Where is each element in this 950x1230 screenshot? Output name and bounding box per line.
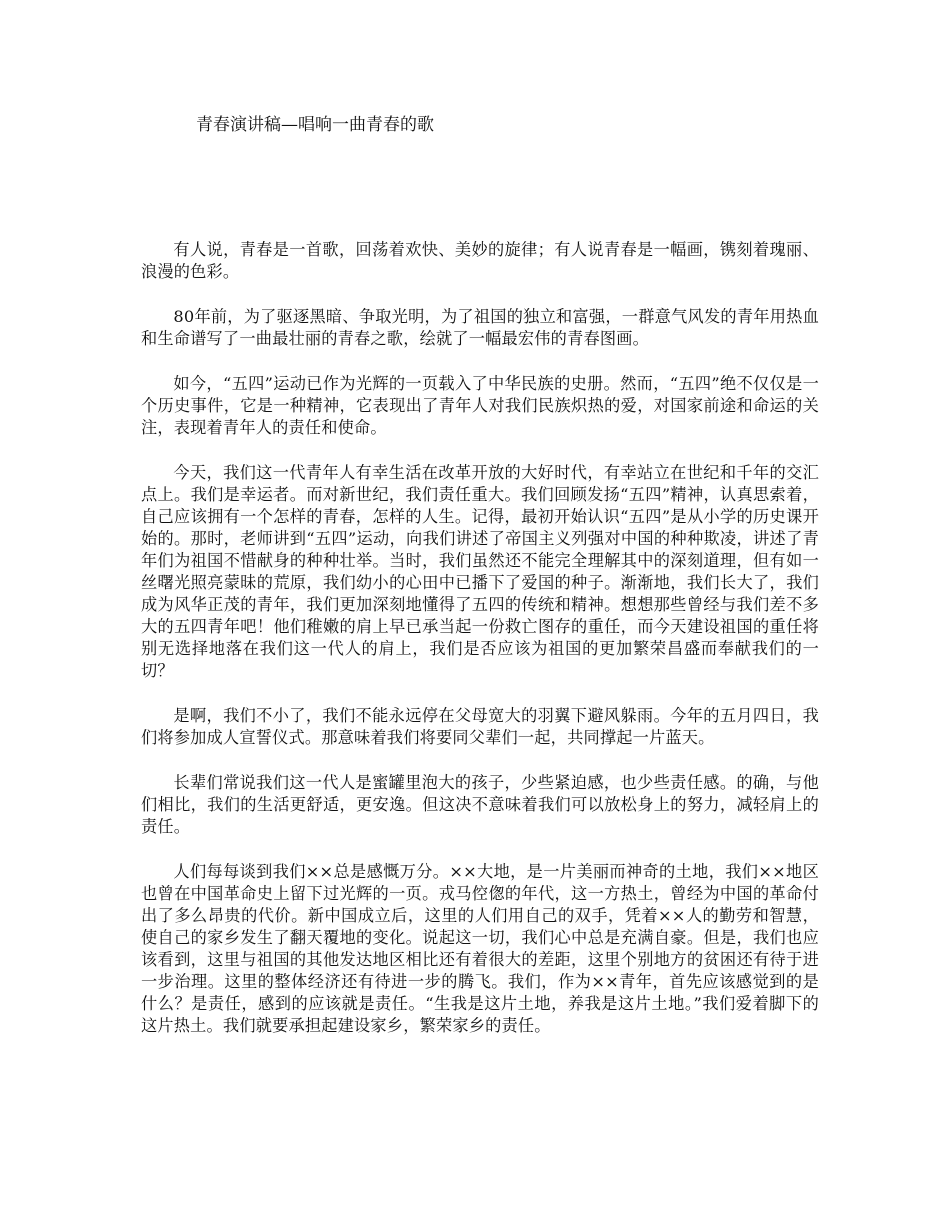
document-body [141,239,819,1060]
paragraph: 如今，“五四”运动已作为光辉的一页载入了中华民族的史册。然而，“五四”绝不仅仅是一个历史事件，它是一种精神，它表现出了青年人对我们民族炽热的爱，对国家前途和命运的关注，表现着青年人的责任和使命。 [141,374,819,437]
paragraph: 80年前，为了驱逐黑暗、争取光明，为了祖国的独立和富强，一群意气风发的青年用热血和生命谱写了一曲最壮丽的青春之歌，绘就了一幅最宏伟的青春图画。 [141,307,819,348]
paragraph: 是啊，我们不小了，我们不能永远停在父母宽大的羽翼下避风躲雨。今年的五月四日，我们将参加成人宣誓仪式。那意味着我们将要同父辈们一起，共同撑起一片蓝天。 [141,706,819,747]
paragraph: 长辈们常说我们这一代人是蜜罐里泡大的孩子，少些紧迫感，也少些责任感。的确，与他们相比，我们的生活更舒适，更安逸。但这决不意味着我们可以放松身上的努力，减轻肩上的责任。 [141,773,819,836]
paragraph: 有人说，青春是一首歌，回荡着欢快、美妙的旋律；有人说青春是一幅画，镌刻着瑰丽、浪漫的色彩。 [141,240,819,281]
paragraph: 今天，我们这一代青年人有幸生活在改革开放的大好时代，有幸站立在世纪和千年的交汇点上。我们是幸运者。而对新世纪，我们责任重大。我们回顾发扬“五四”精神，认真思索着，自己应该拥有一个怎样的青春，怎样的人生。记得，最初开始认识“五四”是从小学的历史课开始的。那时，老师讲到“五四”运动，向我们讲述了帝国主义列强对中国的种种欺凌，讲述了青年们为祖国不惜献身的种种壮举。当时，我们虽然还不能完全理解其中的深刻道理，但有如一丝曙光照亮蒙昧的荒原，我们幼小的心田中已播下了爱国的种子。渐渐地，我们长大了，我们成为风华正茂的青年，我们更加深刻地懂得了五四的传统和精神。想想那些曾经与我们差不多大的五四青年吧！他们稚嫩的肩上早已承当起一份救亡图存的重任，而今天建设祖国的重任将别无选择地落在我们这一代人的肩上，我们是否应该为祖国的更加繁荣昌盛而奉献我们的一切？ [141,463,819,680]
document-title: 青春演讲稿—唱响一曲青春的歌 [196,115,434,135]
paragraph: 人们每每谈到我们××总是感慨万分。××大地，是一片美丽而神奇的土地，我们××地区也曾在中国革命史上留下过光辉的一页。戎马倥偬的年代，这一方热土，曾经为中国的革命付出了多么昂贵的代价。新中国成立后，这里的人们用自己的双手，凭着××人的勤劳和智慧，使自己的家乡发生了翻天覆地的变化。说起这一切，我们心中总是充满自豪。但是，我们也应该看到，这里与祖国的其他发达地区相比还有着很大的差距，这里个别地方的贫困还有待于进一步治理。这里的整体经济还有待进一步的腾飞。我们，作为××青年，首先应该感觉到的是什么？是责任，感到的应该就是责任。“生我是这片土地，养我是这片土地。”我们爱着脚下的这片热土。我们就要承担起建设家乡，繁荣家乡的责任。 [141,862,819,1035]
